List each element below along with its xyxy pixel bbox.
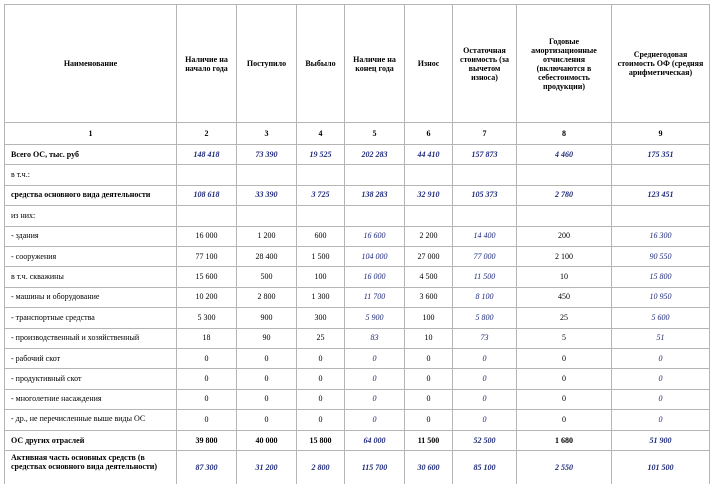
value-cell[interactable]: 100 — [405, 308, 453, 328]
header-depreciation[interactable]: Износ — [405, 5, 453, 123]
value-cell[interactable] — [517, 165, 612, 185]
value-cell[interactable]: 2 200 — [405, 226, 453, 246]
value-cell[interactable]: 0 — [237, 348, 297, 368]
value-cell[interactable]: 0 — [517, 410, 612, 431]
value-cell[interactable]: 0 — [177, 348, 237, 368]
table-row — [5, 308, 710, 328]
value-cell[interactable]: 0 — [405, 410, 453, 431]
value-cell[interactable] — [453, 165, 517, 185]
table-row — [5, 226, 710, 246]
value-cell[interactable]: 32 910 — [405, 185, 453, 205]
value-cell[interactable]: 0 — [517, 348, 612, 368]
row-name-cell[interactable]: ОС других отраслей — [5, 431, 177, 451]
value-cell[interactable]: 0 — [405, 369, 453, 389]
value-cell[interactable]: 0 — [612, 389, 710, 409]
header-end-of-year[interactable]: Наличие на конец года — [345, 5, 405, 123]
fixed-assets-table — [4, 4, 710, 484]
value-cell[interactable]: 900 — [237, 308, 297, 328]
value-cell[interactable]: 0 — [612, 348, 710, 368]
value-cell[interactable] — [612, 165, 710, 185]
value-cell[interactable]: 87 300 — [177, 451, 237, 484]
value-cell[interactable]: 1 500 — [297, 246, 345, 266]
value-cell[interactable]: 10 200 — [177, 287, 237, 307]
value-cell[interactable]: 5 600 — [612, 308, 710, 328]
value-cell[interactable]: 202 283 — [345, 145, 405, 165]
value-cell[interactable]: 73 — [453, 328, 517, 348]
value-cell[interactable]: 0 — [345, 389, 405, 409]
value-cell[interactable] — [453, 206, 517, 226]
value-cell[interactable] — [345, 206, 405, 226]
row-name-cell[interactable]: - транспортные средства — [5, 308, 177, 328]
table-row — [5, 145, 710, 165]
header-disposed[interactable]: Выбыло — [297, 5, 345, 123]
value-cell[interactable]: 77 100 — [177, 246, 237, 266]
value-cell[interactable]: 11 700 — [345, 287, 405, 307]
value-cell[interactable]: 0 — [345, 369, 405, 389]
value-cell[interactable]: 64 000 — [345, 431, 405, 451]
value-cell[interactable]: 16 000 — [177, 226, 237, 246]
value-cell[interactable]: 2 800 — [297, 451, 345, 484]
value-cell[interactable]: 15 800 — [612, 267, 710, 287]
value-cell[interactable]: 5 800 — [453, 308, 517, 328]
value-cell[interactable] — [177, 165, 237, 185]
value-cell[interactable]: 3 725 — [297, 185, 345, 205]
value-cell[interactable]: 0 — [517, 389, 612, 409]
value-cell[interactable]: 5 900 — [345, 308, 405, 328]
value-cell[interactable] — [612, 206, 710, 226]
header-received[interactable]: Поступило — [237, 5, 297, 123]
value-cell[interactable]: 148 418 — [177, 145, 237, 165]
value-cell[interactable]: 0 — [345, 410, 405, 431]
value-cell[interactable]: 0 — [297, 389, 345, 409]
value-cell[interactable]: 2 100 — [517, 246, 612, 266]
row-name-cell[interactable]: - продуктивный скот — [5, 369, 177, 389]
value-cell[interactable]: 90 — [237, 328, 297, 348]
value-cell[interactable]: 175 351 — [612, 145, 710, 165]
value-cell[interactable]: 0 — [177, 369, 237, 389]
value-cell[interactable] — [237, 206, 297, 226]
value-cell[interactable]: 25 — [517, 308, 612, 328]
value-cell[interactable]: 0 — [405, 389, 453, 409]
column-number[interactable]: 5 — [345, 123, 405, 145]
value-cell[interactable]: 0 — [453, 410, 517, 431]
value-cell[interactable]: 15 600 — [177, 267, 237, 287]
value-cell[interactable]: 27 000 — [405, 246, 453, 266]
value-cell[interactable]: 300 — [297, 308, 345, 328]
value-cell[interactable] — [177, 206, 237, 226]
column-number[interactable]: 2 — [177, 123, 237, 145]
value-cell[interactable]: 19 525 — [297, 145, 345, 165]
value-cell[interactable]: 115 700 — [345, 451, 405, 484]
table-row — [5, 246, 710, 266]
value-cell[interactable]: 1 300 — [297, 287, 345, 307]
value-cell[interactable]: 101 500 — [612, 451, 710, 484]
value-cell[interactable]: 0 — [453, 369, 517, 389]
value-cell[interactable]: 0 — [237, 410, 297, 431]
value-cell[interactable]: 0 — [345, 348, 405, 368]
value-cell[interactable] — [517, 206, 612, 226]
value-cell[interactable]: 52 500 — [453, 431, 517, 451]
value-cell[interactable]: 0 — [237, 389, 297, 409]
column-number[interactable]: 6 — [405, 123, 453, 145]
value-cell[interactable]: 10 — [405, 328, 453, 348]
header-residual-value[interactable]: Остаточная стоимость (за вычетом износа) — [453, 5, 517, 123]
value-cell[interactable]: 157 873 — [453, 145, 517, 165]
value-cell[interactable]: 4 500 — [405, 267, 453, 287]
row-name-cell[interactable]: Активная часть основных средств (в средствах основного вида деятельности) — [5, 451, 177, 484]
value-cell[interactable]: 8 100 — [453, 287, 517, 307]
header-row — [5, 5, 710, 123]
value-cell[interactable]: 0 — [177, 389, 237, 409]
value-cell[interactable]: 40 000 — [237, 431, 297, 451]
table-row — [5, 267, 710, 287]
value-cell[interactable]: 0 — [237, 369, 297, 389]
column-number[interactable]: 8 — [517, 123, 612, 145]
value-cell[interactable]: 25 — [297, 328, 345, 348]
value-cell[interactable]: 2 800 — [237, 287, 297, 307]
value-cell[interactable]: 3 600 — [405, 287, 453, 307]
value-cell[interactable]: 450 — [517, 287, 612, 307]
table-row — [5, 206, 710, 226]
row-name-cell[interactable]: - здания — [5, 226, 177, 246]
row-name-cell[interactable]: - сооружения — [5, 246, 177, 266]
column-number-row — [5, 123, 710, 145]
value-cell[interactable]: 1 200 — [237, 226, 297, 246]
table-row — [5, 328, 710, 348]
value-cell[interactable]: 51 900 — [612, 431, 710, 451]
header-annual-amortization[interactable]: Годовые амортизационные отчисления (включаются в себестоимость продукции) — [517, 5, 612, 123]
value-cell[interactable]: 2 780 — [517, 185, 612, 205]
value-cell[interactable]: 51 — [612, 328, 710, 348]
column-number[interactable]: 4 — [297, 123, 345, 145]
table-row — [5, 410, 710, 431]
value-cell[interactable] — [297, 165, 345, 185]
value-cell[interactable]: 5 300 — [177, 308, 237, 328]
value-cell[interactable]: 2 550 — [517, 451, 612, 484]
column-number[interactable]: 1 — [5, 123, 177, 145]
value-cell[interactable]: 83 — [345, 328, 405, 348]
value-cell[interactable]: 5 — [517, 328, 612, 348]
table-row — [5, 348, 710, 368]
column-number[interactable]: 3 — [237, 123, 297, 145]
header-name[interactable]: Наименование — [5, 5, 177, 123]
row-name-cell[interactable]: - рабочий скот — [5, 348, 177, 368]
value-cell[interactable]: 14 400 — [453, 226, 517, 246]
table-row — [5, 431, 710, 451]
value-cell[interactable]: 0 — [297, 369, 345, 389]
value-cell[interactable]: 10 950 — [612, 287, 710, 307]
table-row — [5, 369, 710, 389]
row-name-cell[interactable]: - машины и оборудование — [5, 287, 177, 307]
value-cell[interactable]: 30 600 — [405, 451, 453, 484]
value-cell[interactable]: 39 800 — [177, 431, 237, 451]
table-row — [5, 165, 710, 185]
value-cell[interactable]: 0 — [612, 369, 710, 389]
table-row — [5, 451, 710, 484]
value-cell[interactable]: 10 — [517, 267, 612, 287]
value-cell[interactable]: 28 400 — [237, 246, 297, 266]
value-cell[interactable]: 500 — [237, 267, 297, 287]
value-cell[interactable]: 0 — [453, 348, 517, 368]
value-cell[interactable]: 0 — [405, 348, 453, 368]
value-cell[interactable]: 123 451 — [612, 185, 710, 205]
header-average-annual-value[interactable]: Среднегодовая стоимость ОФ (средняя арифметическая) — [612, 5, 710, 123]
value-cell[interactable]: 11 500 — [453, 267, 517, 287]
value-cell[interactable]: 90 550 — [612, 246, 710, 266]
table-row — [5, 389, 710, 409]
value-cell[interactable] — [297, 206, 345, 226]
value-cell[interactable]: 31 200 — [237, 451, 297, 484]
value-cell[interactable]: 1 680 — [517, 431, 612, 451]
row-name-cell[interactable]: - многолетние насаждения — [5, 389, 177, 409]
row-name-cell[interactable]: - производственный и хозяйственный — [5, 328, 177, 348]
value-cell[interactable] — [237, 165, 297, 185]
value-cell[interactable]: 18 — [177, 328, 237, 348]
value-cell[interactable]: 138 283 — [345, 185, 405, 205]
value-cell[interactable]: 16 000 — [345, 267, 405, 287]
row-name-cell[interactable]: из них: — [5, 206, 177, 226]
value-cell[interactable]: 108 618 — [177, 185, 237, 205]
value-cell[interactable]: 73 390 — [237, 145, 297, 165]
value-cell[interactable]: 200 — [517, 226, 612, 246]
value-cell[interactable] — [405, 206, 453, 226]
value-cell[interactable]: 105 373 — [453, 185, 517, 205]
row-name-cell[interactable]: в т.ч.: — [5, 165, 177, 185]
value-cell[interactable]: 0 — [612, 410, 710, 431]
header-start-of-year[interactable]: Наличие на начало года — [177, 5, 237, 123]
value-cell[interactable] — [405, 165, 453, 185]
value-cell[interactable]: 100 — [297, 267, 345, 287]
value-cell[interactable]: 4 460 — [517, 145, 612, 165]
value-cell[interactable]: 0 — [297, 348, 345, 368]
value-cell[interactable]: 0 — [177, 410, 237, 431]
value-cell[interactable]: 33 390 — [237, 185, 297, 205]
value-cell[interactable] — [345, 165, 405, 185]
value-cell[interactable]: 15 800 — [297, 431, 345, 451]
value-cell[interactable]: 77 000 — [453, 246, 517, 266]
row-name-cell[interactable]: средства основного вида деятельности — [5, 185, 177, 205]
table-row — [5, 185, 710, 205]
table-row — [5, 287, 710, 307]
row-name-cell[interactable]: - др., не перечисленные выше виды ОС — [5, 410, 177, 431]
value-cell[interactable]: 0 — [517, 369, 612, 389]
value-cell[interactable]: 16 300 — [612, 226, 710, 246]
value-cell[interactable]: 0 — [453, 389, 517, 409]
value-cell[interactable]: 0 — [297, 410, 345, 431]
row-name-cell[interactable]: в т.ч. скважины — [5, 267, 177, 287]
column-number[interactable]: 9 — [612, 123, 710, 145]
value-cell[interactable]: 11 500 — [405, 431, 453, 451]
row-name-cell[interactable]: Всего ОС, тыс. руб — [5, 145, 177, 165]
value-cell[interactable]: 600 — [297, 226, 345, 246]
value-cell[interactable]: 44 410 — [405, 145, 453, 165]
column-number[interactable]: 7 — [453, 123, 517, 145]
value-cell[interactable]: 85 100 — [453, 451, 517, 484]
value-cell[interactable]: 104 000 — [345, 246, 405, 266]
value-cell[interactable]: 16 600 — [345, 226, 405, 246]
